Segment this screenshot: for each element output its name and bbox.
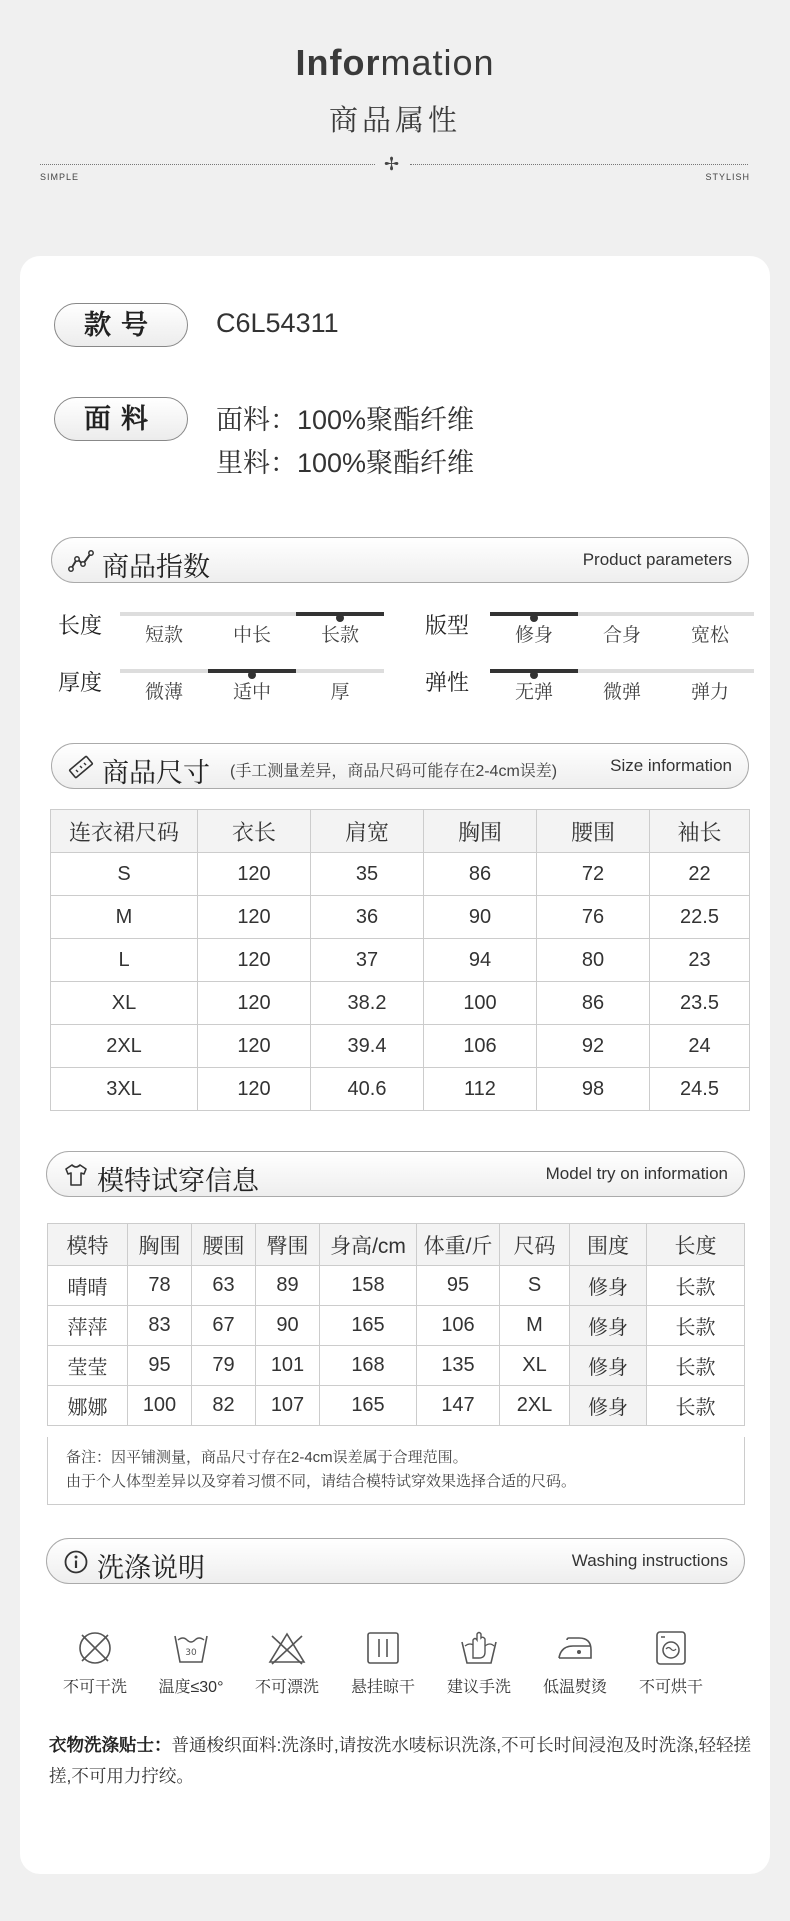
model-cell: 95 <box>417 1266 500 1306</box>
wash-label: 不可烘干 <box>638 1679 703 1696</box>
size-cell: 24 <box>650 1025 750 1068</box>
wash-30-icon <box>171 1628 211 1668</box>
model-header-cell: 身高/cm <box>320 1224 417 1266</box>
wash-label: 不可干洗 <box>62 1679 127 1696</box>
param-option: 厚 <box>330 682 350 703</box>
size-cell: 24.5 <box>650 1068 750 1111</box>
size-cell: 120 <box>198 853 311 896</box>
model-cell: XL <box>500 1346 570 1386</box>
size-cell: 72 <box>537 853 650 896</box>
size-table-header <box>51 810 750 853</box>
wash-tip <box>49 1730 755 1792</box>
model-cell: 100 <box>128 1386 192 1426</box>
param-option: 长款 <box>320 625 359 646</box>
model-header-cell: 胸围 <box>128 1224 192 1266</box>
size-note: (手工测量差异，商品尺码可能存在2-4cm误差) <box>230 763 558 780</box>
wash-label: 温度≤30° <box>158 1679 224 1696</box>
model-cell: 修身 <box>570 1346 647 1386</box>
ruler-icon <box>68 754 94 780</box>
tshirt-icon <box>63 1162 89 1188</box>
hang-dry-icon <box>363 1628 403 1668</box>
size-header-cell: 袖长 <box>650 810 750 853</box>
size-header-cell: 腰围 <box>537 810 650 853</box>
size-cell: 120 <box>198 982 311 1025</box>
size-cell: L <box>51 939 198 982</box>
param-option: 合身 <box>602 625 641 646</box>
header-title-cn: 商品属性 <box>328 105 461 137</box>
table-row <box>48 1266 745 1306</box>
model-cell: 90 <box>256 1306 320 1346</box>
cross-ornament-icon: ✢ <box>384 154 400 174</box>
no-tumble-dry-icon <box>651 1628 691 1668</box>
param-option: 中长 <box>232 625 271 646</box>
size-cell: 36 <box>311 896 424 939</box>
size-cell: 2XL <box>51 1025 198 1068</box>
table-row <box>51 982 750 1025</box>
info-icon <box>63 1549 89 1575</box>
wash-title: 洗涤说明 <box>97 1553 205 1583</box>
wash-tip-label: 衣物洗涤贴士： <box>49 1735 172 1755</box>
size-cell: 80 <box>537 939 650 982</box>
divider-left <box>40 164 375 165</box>
model-cell: 长款 <box>647 1306 745 1346</box>
param-label: 厚度 <box>58 670 103 695</box>
wash-item <box>242 1628 332 1697</box>
size-cell: 3XL <box>51 1068 198 1111</box>
table-row <box>51 853 750 896</box>
model-cell: M <box>500 1306 570 1346</box>
model-cell: 107 <box>256 1386 320 1426</box>
size-cell: 39.4 <box>311 1025 424 1068</box>
size-cell: S <box>51 853 198 896</box>
size-cell: 23 <box>650 939 750 982</box>
model-cell: 莹莹 <box>48 1346 128 1386</box>
style-no-value: C6L54311 <box>216 308 339 338</box>
model-cell: 长款 <box>647 1386 745 1426</box>
size-cell: 90 <box>424 896 537 939</box>
svg-text:30: 30 <box>185 1648 197 1658</box>
table-row <box>48 1386 745 1426</box>
wash-label: 不可漂洗 <box>254 1679 319 1696</box>
model-cell: S <box>500 1266 570 1306</box>
params-title-en: Product parameters <box>582 550 732 569</box>
tagline-right: STYLISH <box>705 172 750 182</box>
param-option: 修身 <box>514 625 553 646</box>
wash-item <box>626 1628 716 1697</box>
size-header-cell: 肩宽 <box>311 810 424 853</box>
no-bleach-icon <box>267 1628 307 1668</box>
size-cell: 120 <box>198 896 311 939</box>
size-title-en: Size information <box>610 756 732 775</box>
param-label: 弹性 <box>425 670 470 695</box>
low-iron-icon <box>555 1628 595 1668</box>
model-cell: 147 <box>417 1386 500 1426</box>
trend-chart-icon <box>68 548 94 574</box>
model-header-cell: 臀围 <box>256 1224 320 1266</box>
param-option: 宽松 <box>690 625 729 646</box>
size-cell: 38.2 <box>311 982 424 1025</box>
wash-label: 悬挂晾干 <box>350 1679 415 1696</box>
param-label: 长度 <box>58 613 103 638</box>
param-option: 无弹 <box>514 682 553 703</box>
wash-item <box>338 1628 428 1697</box>
wash-item <box>146 1628 236 1697</box>
table-row <box>51 939 750 982</box>
size-cell: 76 <box>537 896 650 939</box>
size-cell: 40.6 <box>311 1068 424 1111</box>
size-cell: 100 <box>424 982 537 1025</box>
model-cell: 165 <box>320 1386 417 1426</box>
size-cell: 22.5 <box>650 896 750 939</box>
model-cell: 修身 <box>570 1306 647 1346</box>
remark-line-2: 由于个人体型差异以及穿着习惯不同，请结合模特试穿效果选择合适的尺码。 <box>66 1473 577 1490</box>
tagline-left: SIMPLE <box>40 172 80 182</box>
wash-item <box>50 1628 140 1697</box>
params-title: 商品指数 <box>102 552 210 582</box>
size-cell: 22 <box>650 853 750 896</box>
model-cell: 106 <box>417 1306 500 1346</box>
no-dry-clean-icon <box>75 1628 115 1668</box>
params-section-header <box>51 537 749 583</box>
size-table <box>50 809 750 1111</box>
param-option: 适中 <box>232 682 271 703</box>
remark-line-1: 备注：因平铺测量，商品尺寸存在2-4cm误差属于合理范围。 <box>66 1449 468 1466</box>
divider-right <box>410 164 748 165</box>
size-cell: 112 <box>424 1068 537 1111</box>
param-label: 版型 <box>425 613 470 638</box>
table-row <box>51 896 750 939</box>
model-cell: 79 <box>192 1346 256 1386</box>
model-cell: 萍萍 <box>48 1306 128 1346</box>
wash-label: 建议手洗 <box>446 1679 511 1696</box>
model-cell: 2XL <box>500 1386 570 1426</box>
model-header-cell: 围度 <box>570 1224 647 1266</box>
model-cell: 101 <box>256 1346 320 1386</box>
wash-tip-text: 普通梭织面料:洗涤时,请按洗水唛标识洗涤,不可长时间浸泡及时洗涤,轻轻搓搓,不可用力拧绞。 <box>49 1735 751 1786</box>
model-cell: 修身 <box>570 1386 647 1426</box>
model-cell: 83 <box>128 1306 192 1346</box>
model-header-cell: 模特 <box>48 1224 128 1266</box>
size-cell: 86 <box>424 853 537 896</box>
model-title-en: Model try on information <box>545 1164 728 1183</box>
model-section-header <box>46 1151 745 1197</box>
model-header-cell: 腰围 <box>192 1224 256 1266</box>
size-cell: 86 <box>537 982 650 1025</box>
table-row <box>51 1068 750 1111</box>
size-cell: 92 <box>537 1025 650 1068</box>
page-header <box>0 0 790 250</box>
style-no-label: 款号 <box>54 303 188 347</box>
model-cell: 78 <box>128 1266 192 1306</box>
wash-item <box>530 1628 620 1697</box>
model-cell: 长款 <box>647 1346 745 1386</box>
size-cell: 37 <box>311 939 424 982</box>
table-row <box>51 1025 750 1068</box>
size-header-cell: 连衣裙尺码 <box>51 810 198 853</box>
model-cell: 63 <box>192 1266 256 1306</box>
model-header-cell: 尺码 <box>500 1224 570 1266</box>
param-option: 微薄 <box>144 682 183 703</box>
size-cell: 120 <box>198 939 311 982</box>
model-cell: 95 <box>128 1346 192 1386</box>
model-cell: 135 <box>417 1346 500 1386</box>
model-header-cell: 长度 <box>647 1224 745 1266</box>
size-cell: 98 <box>537 1068 650 1111</box>
fabric-outer: 面料：100%聚酯纤维 <box>216 405 475 435</box>
table-row <box>48 1346 745 1386</box>
hand-wash-icon <box>459 1628 499 1668</box>
model-table <box>47 1223 745 1426</box>
size-cell: 94 <box>424 939 537 982</box>
model-cell: 娜娜 <box>48 1386 128 1426</box>
param-option: 短款 <box>144 625 183 646</box>
size-header-cell: 胸围 <box>424 810 537 853</box>
model-table-header <box>48 1224 745 1266</box>
size-cell: XL <box>51 982 198 1025</box>
size-cell: 106 <box>424 1025 537 1068</box>
wash-item <box>434 1628 524 1697</box>
fabric-lining: 里料：100%聚酯纤维 <box>216 448 475 478</box>
size-cell: 120 <box>198 1025 311 1068</box>
model-cell: 168 <box>320 1346 417 1386</box>
header-title-en: Information <box>295 42 495 83</box>
model-header-cell: 体重/斤 <box>417 1224 500 1266</box>
model-cell: 长款 <box>647 1266 745 1306</box>
model-cell: 89 <box>256 1266 320 1306</box>
size-header-cell: 衣长 <box>198 810 311 853</box>
model-remark <box>47 1437 745 1505</box>
wash-label: 低温熨烫 <box>542 1679 607 1696</box>
param-option: 弹力 <box>690 682 729 703</box>
model-cell: 晴晴 <box>48 1266 128 1306</box>
model-cell: 158 <box>320 1266 417 1306</box>
size-cell: 23.5 <box>650 982 750 1025</box>
wash-title-en: Washing instructions <box>571 1551 728 1570</box>
size-section-header <box>51 743 749 789</box>
size-title: 商品尺寸 <box>102 758 210 788</box>
model-cell: 67 <box>192 1306 256 1346</box>
table-row <box>48 1306 745 1346</box>
model-cell: 82 <box>192 1386 256 1426</box>
param-option: 微弹 <box>602 682 641 703</box>
wash-section-header <box>46 1538 745 1584</box>
fabric-label: 面料 <box>54 397 188 441</box>
model-title: 模特试穿信息 <box>97 1166 259 1196</box>
model-cell: 修身 <box>570 1266 647 1306</box>
size-cell: 35 <box>311 853 424 896</box>
size-cell: 120 <box>198 1068 311 1111</box>
model-cell: 165 <box>320 1306 417 1346</box>
size-cell: M <box>51 896 198 939</box>
